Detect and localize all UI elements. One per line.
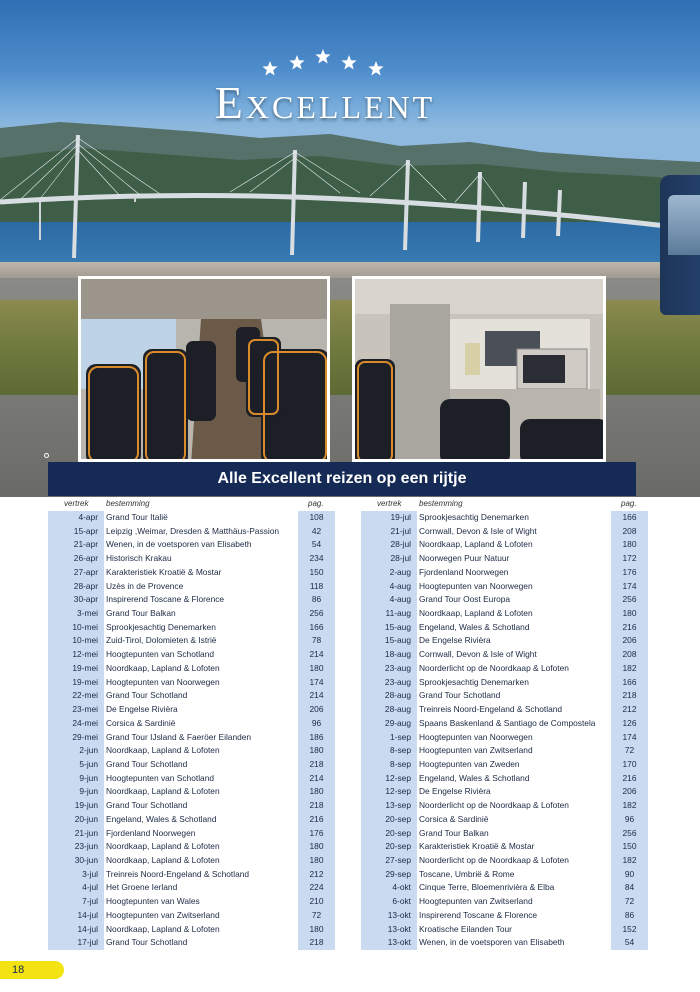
departure-date: 29-aug: [384, 717, 411, 728]
page-ref: 96: [624, 813, 635, 824]
destination-name: De Engelse Rivièra: [419, 786, 491, 797]
destination-name: Noordkaap, Lapland & Lofoten: [419, 608, 533, 619]
table-row: [48, 676, 335, 690]
page-ref: 180: [309, 923, 324, 934]
destination-name: Sprookjesachtig Denemarken: [419, 512, 529, 522]
destination-name: Corsica & Sardinië: [419, 813, 489, 824]
table-row: [48, 662, 335, 676]
destination-name: Grand Tour Italië: [106, 512, 168, 522]
page-ref: 216: [309, 813, 324, 824]
destination-name: Kroatische Eilanden Tour: [419, 923, 512, 934]
departure-date: 10-mei: [72, 621, 98, 632]
star-icon: [368, 61, 383, 76]
page-ref: 72: [624, 745, 635, 756]
page-ref: 208: [622, 525, 637, 536]
destination-name: Grand Tour Schotland: [106, 758, 188, 769]
departure-date: 20-jun: [74, 813, 98, 824]
page-ref: 212: [622, 704, 637, 715]
departure-date: 21-jul: [390, 525, 411, 536]
departure-date: 4-apr: [78, 512, 98, 522]
page-ref: 224: [309, 882, 324, 893]
destination-name: Grand Tour Schotland: [106, 937, 188, 948]
page-ref: 208: [622, 649, 637, 660]
departure-date: 23-jun: [74, 841, 98, 852]
table-row: [361, 772, 648, 786]
departure-date: 28-aug: [384, 690, 411, 701]
destination-name: Wenen, in de voetsporen van Elisabeth: [106, 539, 252, 550]
departure-date: 13-okt: [387, 937, 411, 948]
destination-name: Wenen, in de voetsporen van Elisabeth: [419, 937, 565, 948]
departure-date: 14-jul: [77, 923, 98, 934]
five-stars-icon: [160, 45, 490, 77]
excellent-title: Excellent: [214, 77, 436, 128]
destination-name: Sprookjesachtig Denemarken: [106, 621, 216, 632]
destination-name: Uzès in de Provence: [106, 580, 184, 591]
page-ref: 180: [309, 745, 324, 756]
page-ref: 206: [622, 635, 637, 646]
destination-name: Leipzig ,Weimar, Dresden & Matthäus-Passion: [106, 525, 280, 536]
destination-name: Karakteristiek Kroatië & Mostar: [106, 566, 222, 577]
table-row: [48, 621, 335, 635]
departure-date: 3-jul: [82, 868, 98, 879]
page-ref: 182: [622, 662, 637, 673]
star-icon: [289, 55, 304, 70]
destination-name: Noordkaap, Lapland & Lofoten: [419, 539, 533, 550]
departure-date: 29-mei: [72, 731, 98, 742]
table-row: [361, 689, 648, 703]
departure-date: 26-apr: [73, 553, 98, 564]
page-ref: 186: [309, 731, 324, 742]
table-row: [48, 799, 335, 813]
page-ref: 150: [622, 841, 637, 852]
departures-table-left: [48, 498, 335, 950]
destination-name: Cornwall, Devon & Isle of Wight: [419, 649, 537, 660]
page-ref: 84: [624, 882, 635, 893]
departure-date: 4-jul: [82, 882, 98, 893]
destination-name: De Engelse Rivièra: [419, 635, 491, 646]
page-ref: 206: [309, 704, 324, 715]
departure-date: 4-aug: [389, 594, 411, 605]
table-row: [361, 936, 648, 950]
departure-date: 4-aug: [389, 580, 411, 591]
departure-date: 2-jun: [79, 745, 98, 756]
destination-name: Inspirerend Toscane & Florence: [106, 594, 225, 605]
page-ref: 166: [622, 512, 637, 522]
page-ref: 218: [622, 690, 637, 701]
page-ref: 180: [309, 841, 324, 852]
departure-date: 28-apr: [73, 580, 98, 591]
departure-date: 8-sep: [390, 745, 411, 756]
destination-name: Hoogtepunten van Noorwegen: [419, 580, 533, 591]
table-row: [361, 621, 648, 635]
departure-date: 4-okt: [392, 882, 411, 893]
page-ref: 256: [622, 594, 637, 605]
table-row: [361, 552, 648, 566]
page-ref: 174: [622, 580, 637, 591]
departure-date: 12-sep: [385, 786, 411, 797]
departure-date: 27-sep: [385, 854, 411, 865]
departure-date: 23-aug: [384, 676, 411, 687]
departure-date: 30-apr: [73, 594, 98, 605]
table-row: [48, 854, 335, 868]
page-ref: 172: [622, 553, 637, 564]
page-ref: 86: [311, 594, 322, 605]
page-ref: 152: [622, 923, 637, 934]
destination-name: Grand Tour Balkan: [106, 608, 176, 619]
departure-date: 12-mei: [72, 649, 98, 660]
table-row: [48, 552, 335, 566]
departure-date: 23-mei: [72, 704, 98, 715]
departure-date: 20-sep: [385, 813, 411, 824]
table-row: [361, 634, 648, 648]
table-row: [48, 772, 335, 786]
table-row: [361, 538, 648, 552]
departure-date: 28-aug: [384, 704, 411, 715]
page-ref: 126: [622, 717, 637, 728]
departure-date: 11-aug: [385, 608, 411, 619]
departure-date: 13-okt: [387, 909, 411, 920]
page-ref: 180: [622, 539, 637, 550]
table-row: [48, 923, 335, 937]
table-row: [48, 758, 335, 772]
table-row: [361, 566, 648, 580]
header-destination: bestemming: [106, 499, 150, 508]
table-row: [361, 511, 648, 525]
destination-name: Het Groene Ierland: [106, 882, 178, 893]
page-ref: 180: [309, 662, 324, 673]
destination-name: Sprookjesachtig Denemarken: [419, 676, 529, 687]
table-row: [361, 703, 648, 717]
page-ref: 150: [309, 566, 324, 577]
page-ref: 218: [309, 800, 324, 811]
destination-name: Inspirerend Toscane & Florence: [419, 909, 538, 920]
destination-name: Zuid-Tirol, Dolomieten & Istrië: [106, 635, 217, 646]
page-ref: 42: [311, 525, 322, 536]
table-row: [48, 593, 335, 607]
page-ref: 108: [309, 512, 324, 522]
departure-date: 3-mei: [77, 608, 98, 619]
departure-date: 13-okt: [387, 923, 411, 934]
table-row: [361, 895, 648, 909]
table-row: [361, 813, 648, 827]
destination-name: Karakteristiek Kroatië & Mostar: [419, 841, 535, 852]
departure-date: 28-jul: [390, 539, 411, 550]
header-page: pag.: [308, 499, 324, 508]
table-row: [48, 895, 335, 909]
destination-name: Treinreis Noord-Engeland & Schotland: [106, 868, 250, 879]
table-row: [361, 909, 648, 923]
table-row: [48, 785, 335, 799]
table-row: [48, 731, 335, 745]
bus-window: [668, 195, 700, 255]
table-row: [361, 580, 648, 594]
destination-name: Engeland, Wales & Schotland: [419, 621, 530, 632]
bus-kitchen-image: [355, 279, 606, 462]
table-row: [48, 566, 335, 580]
page-ref: 176: [309, 827, 324, 838]
destination-name: Hoogtepunten van Noorwegen: [106, 676, 220, 687]
destination-name: Hoogtepunten van Zwitserland: [106, 909, 220, 920]
page-ref: 218: [309, 937, 324, 948]
destination-name: Corsica & Sardinië: [106, 717, 176, 728]
table-row: [361, 717, 648, 731]
table-row: [361, 758, 648, 772]
page-ref: 216: [622, 772, 637, 783]
table-row: [361, 731, 648, 745]
destination-name: Noordkaap, Lapland & Lofoten: [106, 841, 220, 852]
table-row: [48, 634, 335, 648]
page-ref: 78: [311, 635, 322, 646]
table-row: [361, 662, 648, 676]
page-ref: 174: [622, 731, 637, 742]
departure-date: 29-sep: [385, 868, 411, 879]
page-ref: 214: [309, 772, 324, 783]
departure-date: 15-aug: [384, 635, 411, 646]
page-ref: 86: [624, 909, 635, 920]
table-row: [48, 840, 335, 854]
page-ref: 54: [624, 937, 635, 948]
departure-date: 19-jul: [390, 512, 411, 522]
table-row: [48, 881, 335, 895]
destination-name: Noordkaap, Lapland & Lofoten: [106, 662, 220, 673]
page-ref: 218: [309, 758, 324, 769]
departure-date: 17-jul: [77, 937, 98, 948]
destination-name: Noorwegen Puur Natuur: [419, 553, 510, 564]
table-row: [361, 854, 648, 868]
destination-name: Toscane, Umbrië & Rome: [419, 868, 515, 879]
destination-name: Noorderlicht op de Noordkaap & Lofoten: [419, 854, 569, 865]
table-row: [361, 840, 648, 854]
page-number: 18: [0, 961, 64, 979]
destination-name: Spaans Baskenland & Santiago de Compostela: [419, 717, 596, 728]
departure-date: 20-sep: [385, 841, 411, 852]
destination-name: Grand Tour Oost Europa: [419, 594, 511, 605]
table-row: [48, 580, 335, 594]
table-rows: [48, 511, 335, 950]
departure-date: 18-aug: [384, 649, 411, 660]
departure-date: 10-mei: [72, 635, 98, 646]
destination-name: Grand Tour Schotland: [419, 690, 501, 701]
destination-name: De Engelse Rivièra: [106, 704, 178, 715]
page-ref: 118: [309, 580, 324, 591]
departure-date: 22-mei: [72, 690, 98, 701]
departure-date: 6-okt: [392, 896, 411, 907]
destination-name: Grand Tour IJsland & Faeröer Eilanden: [106, 731, 252, 742]
table-rows: [361, 511, 648, 950]
departure-date: 23-aug: [384, 662, 411, 673]
departure-date: 13-sep: [385, 800, 411, 811]
table-row: [361, 607, 648, 621]
table-row: [48, 607, 335, 621]
page-ref: 180: [622, 608, 637, 619]
table-row: [48, 538, 335, 552]
table-row: [361, 799, 648, 813]
bus-kitchen-photo: [352, 276, 606, 462]
table-row: [361, 744, 648, 758]
departure-date: 20-sep: [385, 827, 411, 838]
departures-table-right: [361, 498, 648, 950]
table-row: [361, 593, 648, 607]
star-icon: [341, 55, 356, 70]
departure-date: 27-apr: [73, 566, 98, 577]
destination-name: Noordkaap, Lapland & Lofoten: [106, 854, 220, 865]
table-header: [361, 498, 648, 511]
header-date: vertrek: [64, 499, 89, 508]
page-ref: 216: [622, 621, 637, 632]
page-ref: 96: [311, 717, 322, 728]
page-ref: 174: [309, 676, 324, 687]
page-ref: 212: [309, 868, 324, 879]
destination-name: Historisch Krakau: [106, 553, 172, 564]
table-row: [48, 689, 335, 703]
destination-name: Fjordenland Noorwegen: [419, 566, 509, 577]
page-ref: 214: [309, 649, 324, 660]
table-row: [48, 909, 335, 923]
destination-name: Grand Tour Balkan: [419, 827, 489, 838]
destination-name: Engeland, Wales & Schotland: [106, 813, 217, 824]
page-ref: 182: [622, 800, 637, 811]
star-icon: [262, 61, 277, 76]
destination-name: Engeland, Wales & Schotland: [419, 772, 530, 783]
page-ref: 170: [622, 758, 637, 769]
departure-date: 15-apr: [73, 525, 98, 536]
bus-interior-seats-photo: [78, 276, 330, 462]
section-banner: Alle Excellent reizen op een rijtje: [48, 462, 636, 496]
departure-date: 7-jul: [82, 896, 98, 907]
table-row: [361, 881, 648, 895]
table-row: [48, 703, 335, 717]
destination-name: Hoogtepunten van Wales: [106, 896, 200, 907]
page-ref: 72: [624, 896, 635, 907]
table-row: [361, 923, 648, 937]
destination-name: Grand Tour Schotland: [106, 690, 188, 701]
table-row: [48, 744, 335, 758]
destination-name: Noorderlicht op de Noordkaap & Lofoten: [419, 662, 569, 673]
table-row: [48, 648, 335, 662]
departure-date: 19-mei: [72, 662, 98, 673]
page-ref: 180: [309, 854, 324, 865]
table-row: [361, 868, 648, 882]
table-header: [48, 498, 335, 511]
departure-date: 21-apr: [73, 539, 98, 550]
departure-date: 24-mei: [72, 717, 98, 728]
header-page: pag.: [621, 499, 637, 508]
destination-name: Hoogtepunten van Zwitserland: [419, 745, 533, 756]
table-row: [48, 717, 335, 731]
destination-name: Grand Tour Schotland: [106, 800, 188, 811]
destination-name: Hoogtepunten van Schotland: [106, 649, 215, 660]
destination-name: Noordkaap, Lapland & Lofoten: [106, 745, 220, 756]
table-row: [48, 936, 335, 950]
destination-name: Noorderlicht op de Noordkaap & Lofoten: [419, 800, 569, 811]
header-date: vertrek: [377, 499, 402, 508]
departure-date: 19-mei: [72, 676, 98, 687]
table-row: [361, 785, 648, 799]
page-ref: 54: [311, 539, 322, 550]
page-ref: 72: [311, 909, 322, 920]
departure-date: 21-jun: [74, 827, 98, 838]
destination-name: Hoogtepunten van Schotland: [106, 772, 215, 783]
bridge-graphic: [0, 130, 700, 270]
table-row: [361, 525, 648, 539]
page-ref: 234: [309, 553, 324, 564]
page-ref: 256: [622, 827, 637, 838]
page-ref: 206: [622, 786, 637, 797]
destination-name: Treinreis Noord-Engeland & Schotland: [419, 704, 563, 715]
departure-date: 28-jul: [390, 553, 411, 564]
table-row: [48, 525, 335, 539]
destination-name: Noordkaap, Lapland & Lofoten: [106, 786, 220, 797]
table-row: [361, 827, 648, 841]
destination-name: Noordkaap, Lapland & Lofoten: [106, 923, 220, 934]
table-row: [48, 827, 335, 841]
destination-name: Hoogtepunten van Zweden: [419, 758, 520, 769]
page-ref: 256: [309, 608, 324, 619]
page-ref: 214: [309, 690, 324, 701]
destination-name: Cinque Terre, Bloemenrivièra & Elba: [419, 882, 555, 893]
table-row: [48, 813, 335, 827]
departure-date: 14-jul: [77, 909, 98, 920]
page-ref: 166: [309, 621, 324, 632]
destination-name: Cornwall, Devon & Isle of Wight: [419, 525, 537, 536]
header-destination: bestemming: [419, 499, 463, 508]
bus-seats-image: [81, 279, 330, 462]
table-row: [48, 511, 335, 525]
departure-date: 15-aug: [384, 621, 411, 632]
departure-date: 12-sep: [385, 772, 411, 783]
page-ref: 180: [309, 786, 324, 797]
table-row: [361, 676, 648, 690]
page-ref: 166: [622, 676, 637, 687]
page-ref: 176: [622, 566, 637, 577]
photo-dot: [44, 453, 49, 458]
table-row: [361, 648, 648, 662]
page-ref: 90: [624, 868, 635, 879]
departure-date: 5-jun: [79, 758, 98, 769]
departure-date: 9-jun: [79, 772, 98, 783]
star-icon: [315, 49, 330, 64]
destination-name: Fjordenland Noorwegen: [106, 827, 196, 838]
destination-name: Hoogtepunten van Noorwegen: [419, 731, 533, 742]
departure-date: 9-jun: [79, 786, 98, 797]
departure-date: 19-jun: [74, 800, 98, 811]
departure-date: 1-sep: [390, 731, 411, 742]
destination-name: Hoogtepunten van Zwitserland: [419, 896, 533, 907]
table-row: [48, 868, 335, 882]
departure-date: 8-sep: [390, 758, 411, 769]
departure-date: 2-aug: [389, 566, 411, 577]
page-ref: 210: [309, 896, 324, 907]
page-ref: 182: [622, 854, 637, 865]
departure-date: 30-jun: [74, 854, 98, 865]
